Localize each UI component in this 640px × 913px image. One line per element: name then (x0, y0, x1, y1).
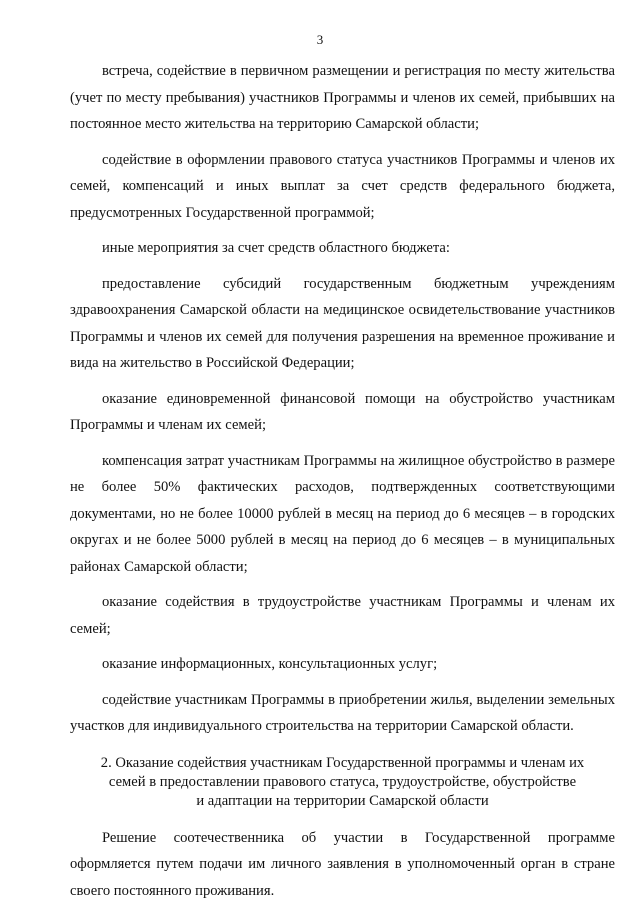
paragraph: оказание единовременной финансовой помощи на обустройство участникам Программы и членам их семей; (70, 390, 615, 433)
section-heading-line: 2. Оказание содействия участникам Государственной программы и членам их (100, 754, 585, 771)
paragraph: содействие в оформлении правового статуса участников Программы и членов их семей, компенсаций и иных выплат за счет средств федерального бюджета, предусмотренных Государственной программой; (70, 151, 615, 221)
paragraph: иные мероприятия за счет средств областного бюджета: (102, 240, 450, 256)
section-heading-line: и адаптации на территории Самарской области (196, 792, 489, 809)
paragraph: Решение соотечественника об участии в Государственной программе оформляется путем подачи им личного заявления в уполномоченный орган в стране своего постоянного проживания. (70, 829, 615, 899)
paragraph: оказание содействия в трудоустройстве участникам Программы и членам их семей; (70, 594, 615, 637)
section-heading-line: семей в предоставлении правового статуса, трудоустройстве, обустройстве (108, 773, 577, 790)
section-heading (70, 754, 615, 811)
paragraph: оказание информационных, консультационных услуг; (102, 656, 438, 672)
document-body (70, 58, 615, 913)
paragraph: встреча, содействие в первичном размещении и регистрация по месту жительства (учет по месту пребывания) участников Программы и членов их семей, прибывших на постоянное место жительства на территорию Самарской области; (70, 63, 615, 132)
paragraph: содействие участникам Программы в приобретении жилья, выделении земельных участков для индивидуального строительства на территории Самарской области. (70, 691, 615, 734)
paragraph: предоставление субсидий государственным бюджетным учреждениям здравоохранения Самарской области на медицинское освидетельствование участников Программы и членов их семей для получения разрешения на временное проживание и вида на жительство в Российской Федерации; (70, 275, 615, 371)
page-number: 3 (316, 32, 324, 47)
paragraph: компенсация затрат участникам Программы на жилищное обустройство в размере не более 50% фактических расходов, подтвержденных соответствующими документами, но не более 10000 рублей в месяц на период до 6 месяцев – в городских округах и не более 5000 рублей в месяц на период до 6 месяцев – в муниципальных районах Самарской области; (70, 452, 615, 575)
